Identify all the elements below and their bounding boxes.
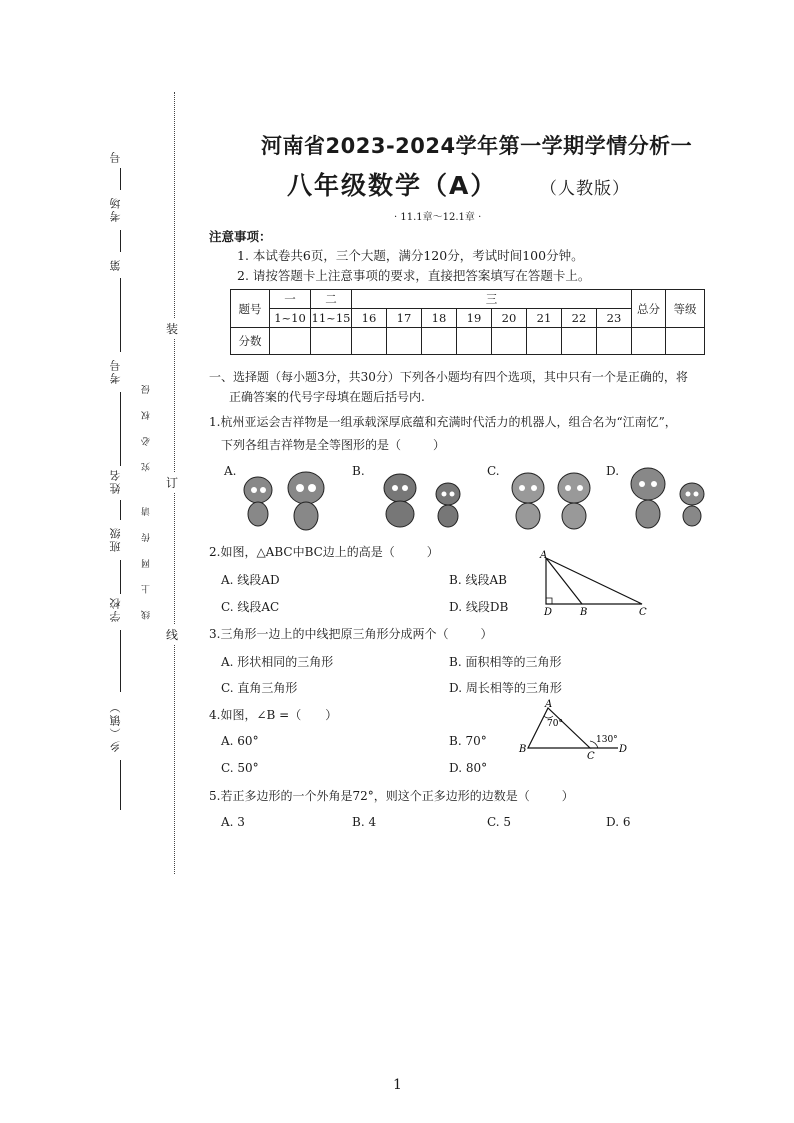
chapter-scope: · 11.1章～12.1章 · xyxy=(394,212,482,223)
mascot-group-d xyxy=(624,462,714,532)
q4-label-b: B xyxy=(519,744,527,755)
q2-triangle-figure xyxy=(536,548,656,618)
q5-option-b: B. 4 xyxy=(352,815,377,829)
q2-label-c: C xyxy=(639,607,647,618)
q5-option-d: D. 6 xyxy=(606,815,631,829)
school-label: 学校 xyxy=(109,596,122,622)
subheader: 16 xyxy=(352,309,387,328)
mascot-group-c xyxy=(504,466,604,532)
score-cell xyxy=(527,328,562,355)
score-label: 分数 xyxy=(231,328,270,355)
q3-option-a: A. 形状相同的三角形 xyxy=(221,655,334,669)
subheader: 23 xyxy=(597,309,632,328)
class-label: 班级 xyxy=(109,526,122,552)
score-cell xyxy=(597,328,632,355)
q4-number: 4. xyxy=(209,708,221,722)
exam-room-kaochang: 考场 xyxy=(109,196,122,222)
exam-room-di: 第 xyxy=(109,258,122,271)
exam-number-label: 考号 xyxy=(109,358,122,384)
q3-option-c: C. 直角三角形 xyxy=(221,681,298,695)
exam-title: 河南省2023-2024学年第一学期学情分析一 xyxy=(261,134,693,158)
q4-option-b: B. 70° xyxy=(449,734,487,748)
subheader: 11~15 xyxy=(311,309,352,328)
subheader: 17 xyxy=(387,309,422,328)
binding-zhuang: 装 xyxy=(166,318,178,339)
grade-label: 等级 xyxy=(666,290,705,328)
subheader: 21 xyxy=(527,309,562,328)
q4-option-c: C. 50° xyxy=(221,761,259,775)
q2-stem: 2.如图，△ABC中BC边上的高是（ ） xyxy=(209,545,439,559)
q2-label-a: A xyxy=(540,550,548,561)
subheader: 20 xyxy=(492,309,527,328)
q3-option-b: B. 面积相等的三角形 xyxy=(449,655,562,669)
q3-stem: 3.三角形一边上的中线把原三角形分成两个（ ） xyxy=(209,627,493,641)
section-1-header: 一 xyxy=(270,290,311,309)
q2-option-d: D. 线段DB xyxy=(449,600,509,614)
q1-stem-1: 1.杭州亚运会吉祥物是一组承载深厚底蕴和充满时代活力的机器人，组合名为“江南忆”， xyxy=(209,415,677,429)
q4-option-d: D. 80° xyxy=(449,761,488,775)
section1-intro-1: 一、选择题（每小题3分，共30分）下列各小题均有四个选项，其中只有一个是正确的，将 xyxy=(209,370,688,384)
q1-stem-2: 下列各组吉祥物是全等图形的是（ ） xyxy=(221,438,446,452)
score-cell xyxy=(492,328,527,355)
q3-number: 3. xyxy=(209,627,221,641)
q1-option-b: B. xyxy=(352,464,365,478)
notice-item-1: 1. 本试卷共6页，三个大题，满分120分，考试时间100分钟。 xyxy=(237,248,584,263)
binding-ding: 订 xyxy=(166,472,178,493)
q4-option-a: A. 60° xyxy=(221,734,259,748)
name-label: 姓名 xyxy=(109,468,122,494)
q2-option-b: B. 线段AB xyxy=(449,573,507,587)
score-table xyxy=(230,289,705,355)
q5-option-a: A. 3 xyxy=(221,815,245,829)
subject-title: 八年级数学（A） xyxy=(287,171,498,200)
section-3-header: 三 xyxy=(352,290,632,309)
q4-label-a: A xyxy=(545,699,553,710)
score-cell xyxy=(270,328,311,355)
q2-label-d: D xyxy=(544,607,553,618)
notice-title: 注意事项： xyxy=(209,229,272,244)
page-number: 1 xyxy=(393,1077,402,1093)
q2-option-a: A. 线段AD xyxy=(221,573,280,587)
upload-notice: 线 上 网 传 请 xyxy=(142,500,152,620)
township-label: 乡（镇） xyxy=(109,700,122,752)
subheader: 19 xyxy=(457,309,492,328)
score-cell xyxy=(666,328,705,355)
q1-option-c: C. xyxy=(487,464,500,478)
row-label: 题号 xyxy=(231,290,270,328)
q4-label-d: D xyxy=(619,744,628,755)
subheader: 22 xyxy=(562,309,597,328)
section-2-header: 二 xyxy=(311,290,352,309)
q4-triangle-figure xyxy=(514,698,630,762)
q2-label-b: B xyxy=(580,607,588,618)
q4-label-c: C xyxy=(587,751,595,762)
exam-room-hao: 号 xyxy=(109,150,122,163)
subheader: 18 xyxy=(422,309,457,328)
q5-option-c: C. 5 xyxy=(487,815,512,829)
score-cell xyxy=(352,328,387,355)
q5-stem: 5.若正多边形的一个外角是72°，则这个正多边形的边数是（ ） xyxy=(209,789,574,803)
q4-stem: 4.如图，∠B =（ ） xyxy=(209,708,338,722)
q3-option-d: D. 周长相等的三角形 xyxy=(449,681,562,695)
edition-label: （人教版） xyxy=(540,179,630,199)
total-label: 总分 xyxy=(632,290,666,328)
binding-xian: 线 xyxy=(166,624,178,645)
mascot-group-b xyxy=(370,468,480,532)
score-cell xyxy=(311,328,352,355)
q2-number: 2. xyxy=(209,545,221,559)
section1-intro-2: 正确答案的代号字母填在题后括号内. xyxy=(229,390,425,404)
q2-option-c: C. 线段AC xyxy=(221,600,280,614)
notice-item-2: 2. 请按答题卡上注意事项的要求，直接把答案填写在答题卡上。 xyxy=(237,268,591,283)
q4-angle-ext: 130° xyxy=(596,735,618,745)
q1-option-a: A. xyxy=(224,464,237,478)
q5-number: 5. xyxy=(209,789,221,803)
score-cell xyxy=(422,328,457,355)
q4-angle-a: 70° xyxy=(547,719,563,729)
q1-number: 1. xyxy=(209,415,221,429)
score-cell xyxy=(457,328,492,355)
score-cell xyxy=(387,328,422,355)
score-cell xyxy=(562,328,597,355)
q1-option-d: D. xyxy=(606,464,620,478)
copyright-notice: 究 必 权 侵 xyxy=(142,378,152,472)
score-cell xyxy=(632,328,666,355)
subheader: 1~10 xyxy=(270,309,311,328)
mascot-group-a xyxy=(232,468,342,532)
